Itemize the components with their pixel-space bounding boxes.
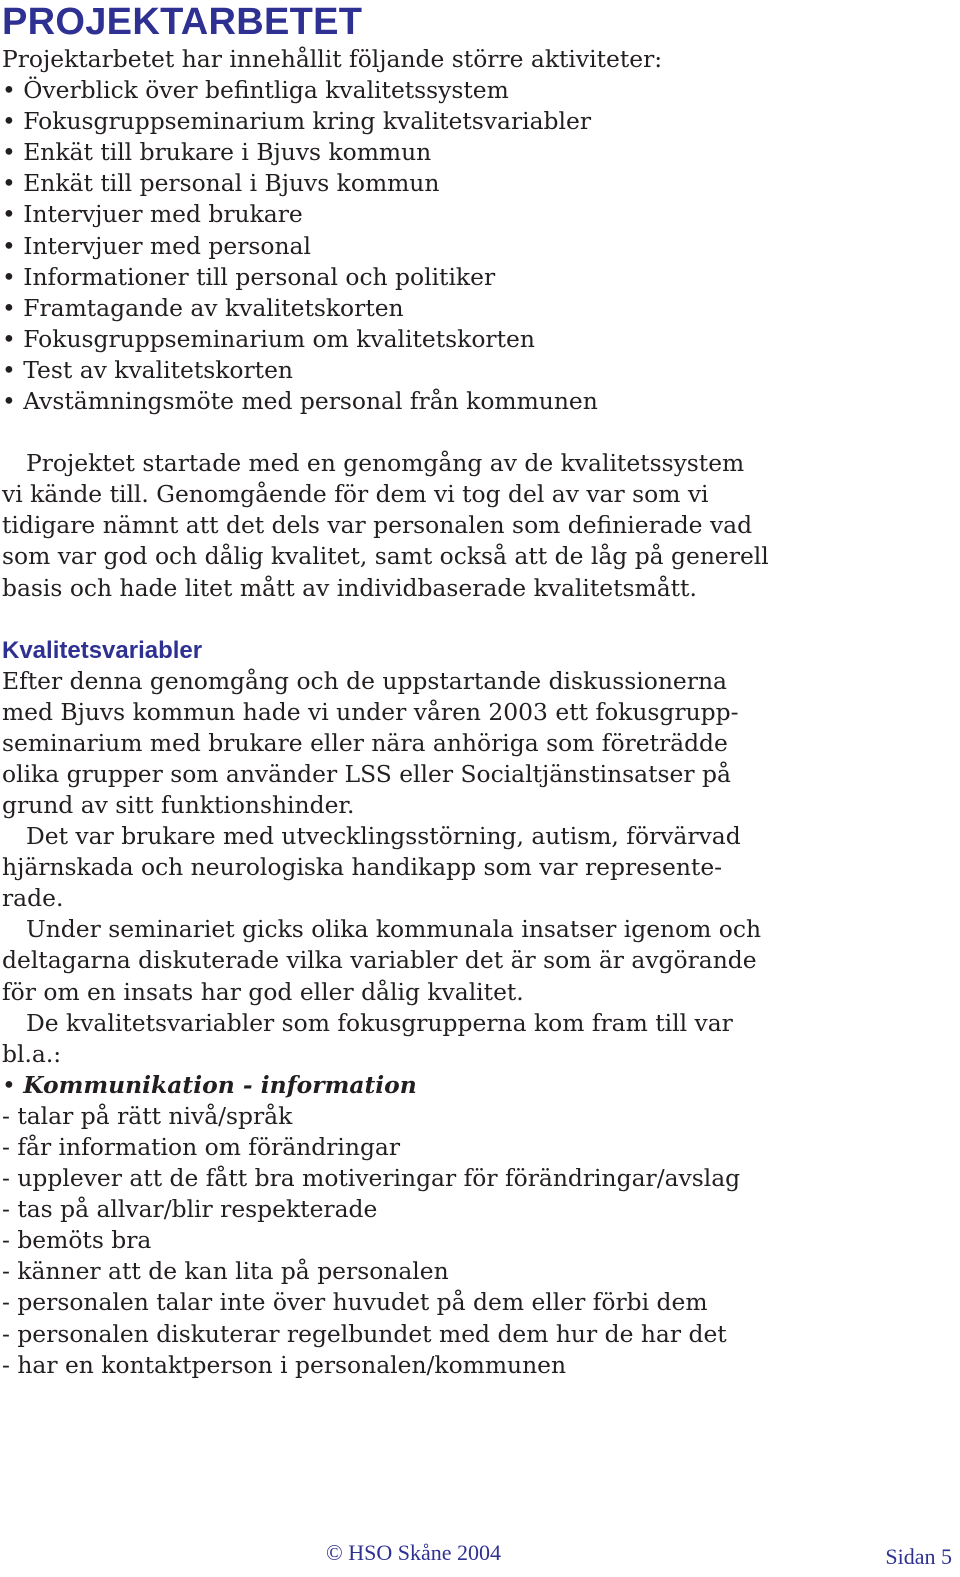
paragraph-line: De kvalitetsvariabler som fokusgrupperna kom fram till var: [26, 1008, 733, 1037]
list-item: - får information om förändringar: [2, 1133, 401, 1161]
document-page: [2, 0, 952, 1381]
list-item: - upplever att de fått bra motiveringar för förändringar/avslag: [2, 1164, 741, 1193]
list-item: - har en kontaktperson i personalen/kommunen: [2, 1350, 567, 1379]
paragraph-line: Projektet startade med en genomgång av de kvalitetssystem: [26, 449, 745, 478]
page-title: PROJEKTARBETET: [2, 1, 363, 43]
list-item: - tas på allvar/blir respekterade: [2, 1195, 378, 1224]
paragraph-line: Under seminariet gicks olika kommunala insatser igenom och: [26, 915, 762, 944]
activity-list: [2, 75, 952, 417]
list-item: • Test av kvalitetskorten: [2, 355, 293, 384]
intro-text: Projektarbetet har innehållit följande större aktiviteter:: [2, 45, 663, 73]
paragraph-line: deltagarna diskuterade vilka variabler det är som är avgörande: [2, 946, 757, 975]
paragraph-line: seminarium med brukare eller nära anhöriga som företrädde: [2, 728, 728, 757]
list-item: - bemöts bra: [2, 1226, 152, 1255]
paragraph-variables-intro: [2, 1008, 952, 1070]
list-item: - personalen talar inte över huvudet på dem eller förbi dem: [2, 1288, 708, 1317]
variable-group: [2, 1070, 952, 1381]
footer-page-number: Sidan 5: [885, 1544, 952, 1569]
list-item: • Fokusgruppseminarium kring kvalitetsvariabler: [2, 107, 592, 136]
list-item: • Informationer till personal och politiker: [2, 262, 496, 291]
paragraph-line: vi kände till. Genomgående för dem vi tog del av var som vi: [2, 480, 709, 509]
paragraph-line: för om en insats har god eller dålig kvalitet.: [2, 977, 524, 1006]
list-item: • Enkät till brukare i Bjuvs kommun: [2, 138, 432, 167]
paragraph-line: Efter denna genomgång och de uppstartande diskussionerna: [2, 666, 727, 695]
paragraph-line: som var god och dålig kvalitet, samt också att de låg på generell: [2, 542, 769, 571]
spacer: [2, 417, 952, 448]
paragraph-line: grund av sitt funktionshinder.: [2, 790, 355, 819]
list-item: • Intervjuer med personal: [2, 231, 311, 260]
paragraph-line: bl.a.:: [2, 1039, 62, 1068]
paragraph-participants: [2, 821, 952, 914]
list-item: • Överblick över befintliga kvalitetssystem: [2, 76, 509, 105]
bullet: •: [2, 1070, 24, 1099]
spacer: [2, 604, 952, 635]
variable-heading: [2, 1070, 952, 1101]
paragraph-focus-seminar: [2, 666, 952, 821]
paragraph-line: rade.: [2, 884, 64, 913]
list-item: • Framtagande av kvalitetskorten: [2, 293, 404, 322]
section-heading: Kvalitetsvariabler: [2, 636, 203, 664]
list-item: • Avstämningsmöte med personal från kommunen: [2, 387, 598, 416]
paragraph-line: hjärnskada och neurologiska handikapp som var represente-: [2, 853, 723, 882]
list-item: - talar på rätt nivå/språk: [2, 1101, 293, 1130]
footer-copyright: © HSO Skåne 2004: [326, 1540, 501, 1565]
paragraph-line: basis och hade litet mått av individbaserade kvalitetsmått.: [2, 573, 697, 602]
variable-heading-text: Kommunikation - information: [23, 1070, 417, 1099]
list-item: • Enkät till personal i Bjuvs kommun: [2, 169, 440, 198]
paragraph-line: tidigare nämnt att det dels var personalen som definierade vad: [2, 511, 753, 540]
paragraph-line: Det var brukare med utvecklingsstörning, autism, förvärvad: [26, 822, 741, 851]
paragraph-line: med Bjuvs kommun hade vi under våren 2003 ett fokusgrupp-: [2, 697, 739, 726]
paragraph-line: olika grupper som använder LSS eller Socialtjänstinsatser på: [2, 759, 731, 788]
list-item: • Fokusgruppseminarium om kvalitetskorten: [2, 324, 535, 353]
list-item: • Intervjuer med brukare: [2, 200, 303, 229]
paragraph-project-start: [2, 448, 952, 603]
list-item: - personalen diskuterar regelbundet med dem hur de har det: [2, 1319, 727, 1348]
list-item: - känner att de kan lita på personalen: [2, 1257, 449, 1286]
paragraph-seminar-discussion: [2, 914, 952, 1007]
